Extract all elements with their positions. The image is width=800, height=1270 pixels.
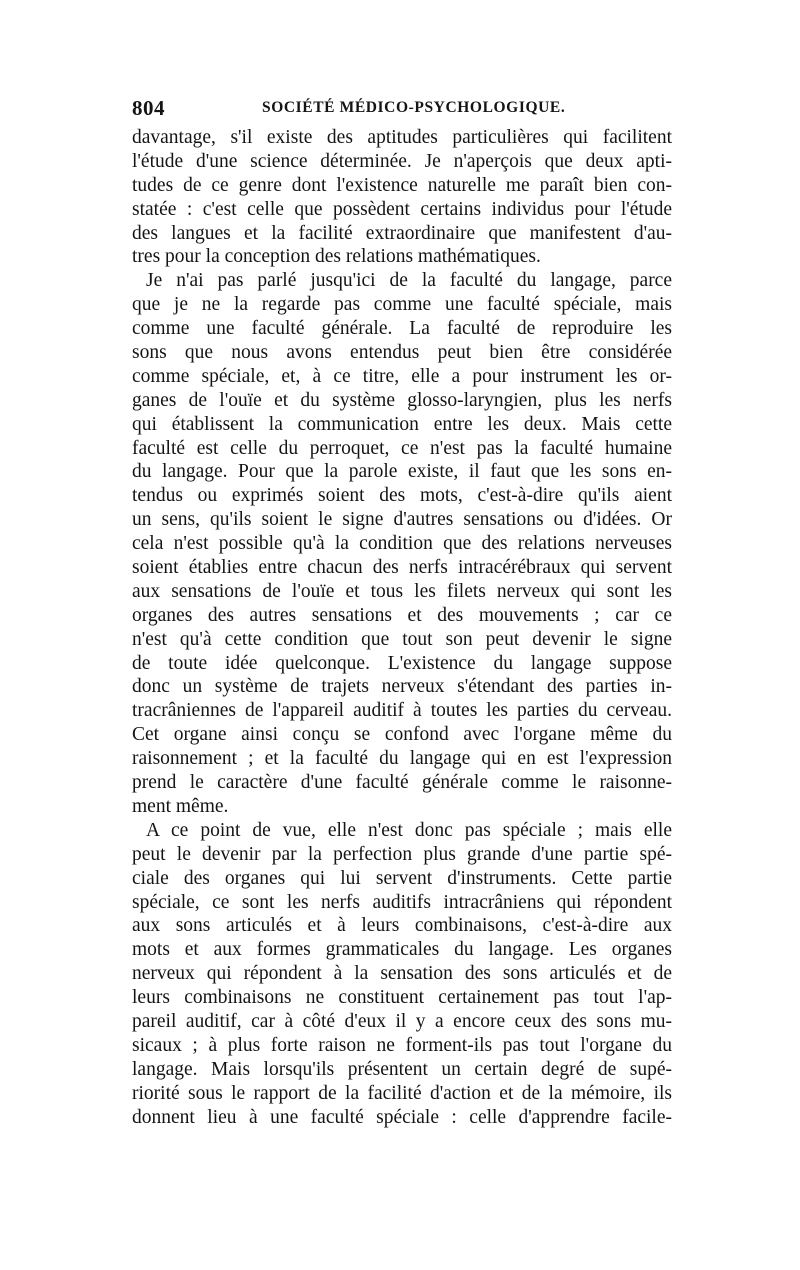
text-line: Cet organe ainsi conçu se confond avec l'organe même du — [132, 724, 672, 746]
text-line: raisonnement ; et la faculté du langage qui en est l'expression — [132, 748, 672, 770]
running-title: SOCIÉTÉ MÉDICO-PSYCHOLOGIQUE. — [262, 99, 566, 116]
text-line: soient établies entre chacun des nerfs intracérébraux qui servent — [132, 557, 672, 579]
text-line: ganes de l'ouïe et du système glosso-laryngien, plus les nerfs — [132, 389, 672, 411]
text-line: peut le devenir par la perfection plus grande d'une partie spé- — [132, 843, 672, 865]
text-line: pareil auditif, car à côté d'eux il y a encore ceux des sons mu- — [132, 1010, 672, 1032]
page-number: 804 — [132, 96, 165, 120]
text-line: cela n'est possible qu'à la condition que des relations nerveuses — [132, 533, 672, 555]
text-line: leurs combinaisons ne constituent certainement pas tout l'ap- — [132, 987, 672, 1009]
text-line: donc un système de trajets nerveux s'étendant des parties in- — [132, 676, 672, 698]
text-line: que je ne la regarde pas comme une faculté spéciale, mais — [132, 294, 672, 316]
text-line: tres pour la conception des relations mathématiques. — [132, 246, 541, 268]
paragraph-start-line: Je n'ai pas parlé jusqu'ici de la faculté du langage, parce — [146, 270, 672, 292]
text-line: organes des autres sensations et des mouvements ; car ce — [132, 604, 672, 626]
text-line: l'étude d'une science déterminée. Je n'aperçois que deux apti- — [132, 150, 672, 172]
text-line: qui établissent la communication entre les deux. Mais cette — [132, 413, 672, 435]
text-line: n'est qu'à cette condition que tout son peut devenir le signe — [132, 628, 672, 650]
text-line: langage. Mais lorsqu'ils présentent un certain degré de supé- — [132, 1058, 672, 1080]
text-line: un sens, qu'ils soient le signe d'autres sensations ou d'idées. Or — [132, 509, 672, 531]
text-line: riorité sous le rapport de la facilité d'action et de la mémoire, ils — [132, 1082, 672, 1104]
text-line: comme une faculté générale. La faculté de reproduire les — [132, 318, 672, 340]
text-line: tendus ou exprimés soient des mots, c'est-à-dire qu'ils aient — [132, 485, 672, 507]
text-line: donnent lieu à une faculté spéciale : celle d'apprendre facile- — [132, 1106, 672, 1128]
text-line: ciale des organes qui lui servent d'instruments. Cette partie — [132, 867, 672, 889]
text-line: faculté est celle du perroquet, ce n'est pas la faculté humaine — [132, 437, 672, 459]
text-line: nerveux qui répondent à la sensation des sons articulés et de — [132, 963, 672, 985]
text-line: davantage, s'il existe des aptitudes particulières qui facilitent — [132, 127, 672, 148]
text-line: spéciale, ce sont les nerfs auditifs intracrâniens qui répondent — [132, 891, 672, 913]
text-line: tudes de ce genre dont l'existence naturelle me paraît bien con- — [132, 174, 672, 196]
text-line: mots et aux formes grammaticales du langage. Les organes — [132, 939, 672, 961]
text-line: aux sensations de l'ouïe et tous les filets nerveux qui sont les — [132, 580, 672, 602]
text-line: sicaux ; à plus forte raison ne forment-ils pas tout l'organe du — [132, 1034, 672, 1056]
text-line: ment même. — [132, 795, 229, 817]
text-line: aux sons articulés et à leurs combinaisons, c'est-à-dire aux — [132, 915, 672, 937]
text-line: tracrâniennes de l'appareil auditif à toutes les parties du cerveau. — [132, 700, 672, 722]
text-line: comme spéciale, et, à ce titre, elle a pour instrument les or- — [132, 365, 672, 387]
paragraph-start-line: A ce point de vue, elle n'est donc pas spéciale ; mais elle — [146, 819, 672, 841]
body-text — [132, 126, 672, 1129]
text-line: sons que nous avons entendus peut bien être considérée — [132, 342, 672, 364]
text-line: du langage. Pour que la parole existe, il faut que les sons en- — [132, 461, 672, 483]
text-line: statée : c'est celle que possèdent certains individus pour l'étude — [132, 198, 672, 220]
text-line: des langues et la facilité extraordinaire que manifestent d'au- — [132, 222, 672, 244]
text-line: de toute idée quelconque. L'existence du langage suppose — [132, 652, 672, 674]
text-line: prend le caractère d'une faculté générale comme le raisonne- — [132, 772, 672, 794]
page-header — [132, 96, 672, 120]
